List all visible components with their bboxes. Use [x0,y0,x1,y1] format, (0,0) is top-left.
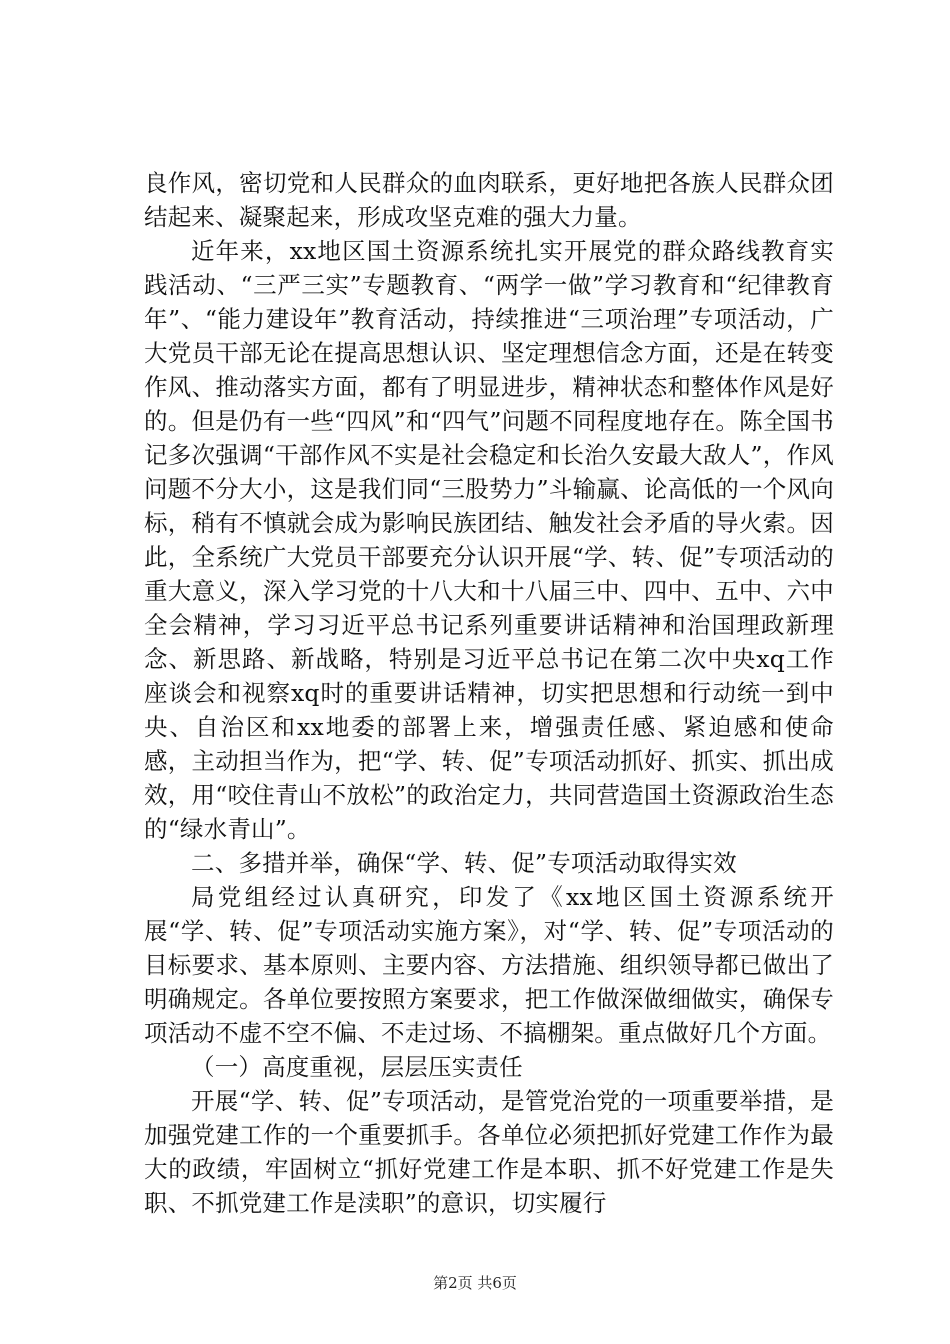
section-heading-two: 二、多措并举，确保“学、转、促”专项活动取得实效 [191,849,737,877]
paragraph-implementation-plan: 局党组经过认真研究，印发了《xx地区国土资源系统开展“学、转、促”专项活动实施方案》，对“学、转、促”专项活动的目标要求、基本原则、主要内容、方法措施、组织领导都已做出了明确规定。各单位要按照方案要求，把工作做深做细做实，确保专项活动不虚不空不偏、不走过场、不搞棚架。重点做好几个方面。 [144,883,834,1047]
document-body [144,166,834,1220]
subsection-heading-one: （一）高度重视，层层压实责任 [191,1053,523,1081]
paragraph-responsibility: 开展“学、转、促”专项活动，是管党治党的一项重要举措，是加强党建工作的一个重要抓手。各单位必须把抓好党建工作作为最大的政绩，牢固树立“抓好党建工作是本职、抓不好党建工作是失职、不抓党建工作是渎职”的意识，切实履行 [144,1087,834,1217]
page-footer: 第2页 共6页 [433,1274,517,1292]
paragraph-recent-years: 近年来，xx地区国土资源系统扎实开展党的群众路线教育实践活动、“三严三实”专题教育、“两学一做”学习教育和“纪律教育年”、“能力建设年”教育活动，持续推进“三项治理”专项活动，广大党员干部无论在提高思想认识、坚定理想信念方面，还是在转变作风、推动落实方面，都有了明显进步，精神状态和整体作风是好的。但是仍有一些“四风”和“四气”问题不同程度地存在。陈全国书记多次强调“干部作风不实是社会稳定和长治久安最大敌人”，作风问题不分大小，这是我们同“三股势力”斗输赢、论高低的一个风向标，稍有不慎就会成为影响民族团结、触发社会矛盾的导火索。因此，全系统广大党员干部要充分认识开展“学、转、促”专项活动的重大意义，深入学习党的十八大和十八届三中、四中、五中、六中全会精神，学习习近平总书记系列重要讲话精神和治国理政新理念、新思路、新战略，特别是习近平总书记在第二次中央xq工作座谈会和视察xq时的重要讲话精神，切实把思想和行动统一到中央、自治区和xx地委的部署上来，增强责任感、紧迫感和使命感，主动担当作为，把“学、转、促”专项活动抓好、抓实、抓出成效，用“咬住青山不放松”的政治定力，共同营造国土资源政治生态的“绿水青山”。 [144,237,834,843]
paragraph-continuation: 良作风，密切党和人民群众的血肉联系，更好地把各族人民群众团结起来、凝聚起来，形成攻坚克难的强大力量。 [144,169,834,231]
